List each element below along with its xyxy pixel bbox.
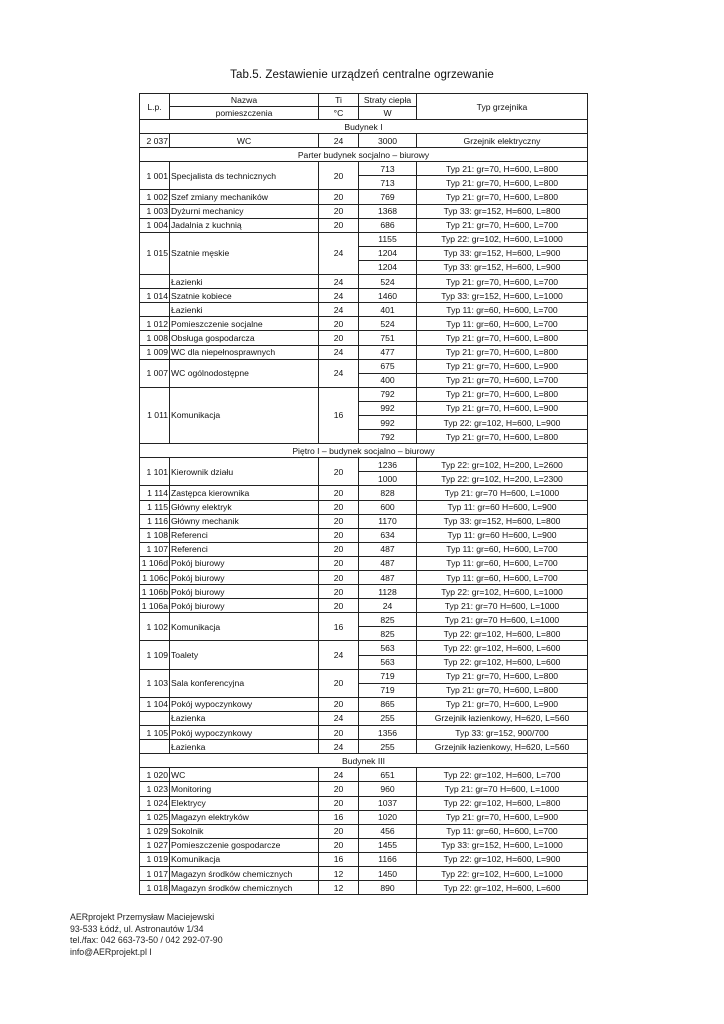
room-name: Szatnie kobiece bbox=[170, 289, 319, 303]
radiator-type: Typ 11: gr=60, H=600, L=700 bbox=[417, 317, 588, 331]
room-temperature: 20 bbox=[319, 514, 359, 528]
radiator-type: Typ 11: gr=60, H=600, L=700 bbox=[417, 556, 588, 570]
room-name: Magazyn środków chemicznych bbox=[170, 881, 319, 895]
header-loss-unit: W bbox=[359, 107, 417, 120]
room-number: 1 002 bbox=[140, 190, 170, 204]
room-name: Sala konferencyjna bbox=[170, 669, 319, 697]
room-temperature: 20 bbox=[319, 697, 359, 711]
room-name: Monitoring bbox=[170, 782, 319, 796]
radiator-type: Typ 21: gr=70 H=600, L=1000 bbox=[417, 599, 588, 613]
heat-loss: 487 bbox=[359, 556, 417, 570]
room-name: WC dla niepełnosprawnych bbox=[170, 345, 319, 359]
table-row bbox=[140, 289, 588, 303]
radiator-type: Typ 11: gr=60, H=600, L=700 bbox=[417, 824, 588, 838]
heat-loss: 769 bbox=[359, 190, 417, 204]
table-row bbox=[140, 275, 588, 289]
heat-loss: 792 bbox=[359, 387, 417, 401]
header-name: Nazwa bbox=[170, 94, 319, 107]
radiator-type: Typ 21: gr=70, H=600, L=800 bbox=[417, 331, 588, 345]
heat-loss: 1204 bbox=[359, 246, 417, 260]
room-number: 1 018 bbox=[140, 881, 170, 895]
radiator-type: Typ 33: gr=152, H=600, L=900 bbox=[417, 246, 588, 260]
heat-loss: 3000 bbox=[359, 134, 417, 148]
table-row bbox=[140, 726, 588, 740]
room-name: Komunikacja bbox=[170, 852, 319, 866]
room-name: Łazienki bbox=[170, 303, 319, 317]
table-row bbox=[140, 345, 588, 359]
room-number bbox=[140, 275, 170, 289]
radiator-type: Typ 22: gr=102, H=600, L=900 bbox=[417, 415, 588, 429]
room-temperature: 24 bbox=[319, 275, 359, 289]
room-number: 1 017 bbox=[140, 866, 170, 880]
radiator-type: Typ 21: gr=70, H=600, L=800 bbox=[417, 176, 588, 190]
heat-loss: 792 bbox=[359, 430, 417, 444]
room-name: Sokolnik bbox=[170, 824, 319, 838]
room-temperature: 20 bbox=[319, 486, 359, 500]
room-number: 1 105 bbox=[140, 726, 170, 740]
radiator-type: Typ 11: gr=60 H=600, L=900 bbox=[417, 528, 588, 542]
room-name: WC bbox=[170, 768, 319, 782]
heat-loss: 477 bbox=[359, 345, 417, 359]
room-temperature: 24 bbox=[319, 768, 359, 782]
heat-loss: 1368 bbox=[359, 204, 417, 218]
heat-loss: 400 bbox=[359, 373, 417, 387]
room-number: 1 027 bbox=[140, 838, 170, 852]
radiator-type: Typ 21: gr=70, H=600, L=800 bbox=[417, 430, 588, 444]
header-row-1 bbox=[140, 94, 588, 107]
section-title: Piętro I – budynek socjalno – biurowy bbox=[140, 444, 588, 458]
room-temperature: 16 bbox=[319, 810, 359, 824]
room-number bbox=[140, 711, 170, 725]
heat-loss: 401 bbox=[359, 303, 417, 317]
room-temperature: 24 bbox=[319, 303, 359, 317]
room-number: 1 008 bbox=[140, 331, 170, 345]
heat-loss: 1460 bbox=[359, 289, 417, 303]
table-row bbox=[140, 866, 588, 880]
company-footer bbox=[70, 912, 223, 958]
heat-loss: 600 bbox=[359, 500, 417, 514]
heat-loss: 992 bbox=[359, 401, 417, 415]
radiator-type: Typ 21: gr=70 H=600, L=1000 bbox=[417, 486, 588, 500]
footer-email: info@AERprojekt.pl I bbox=[70, 946, 152, 957]
room-number: 1 104 bbox=[140, 697, 170, 711]
heat-loss: 1204 bbox=[359, 260, 417, 274]
radiator-type: Typ 21: gr=70 H=600, L=1000 bbox=[417, 782, 588, 796]
radiator-type: Typ 21: gr=70, H=600, L=900 bbox=[417, 810, 588, 824]
room-name: Pokój biurowy bbox=[170, 556, 319, 570]
table-row bbox=[140, 697, 588, 711]
heat-loss: 890 bbox=[359, 881, 417, 895]
room-temperature: 20 bbox=[319, 500, 359, 514]
room-name: Główny mechanik bbox=[170, 514, 319, 528]
room-temperature: 24 bbox=[319, 134, 359, 148]
heat-loss: 651 bbox=[359, 768, 417, 782]
room-number: 1 009 bbox=[140, 345, 170, 359]
heat-loss: 713 bbox=[359, 176, 417, 190]
room-temperature: 12 bbox=[319, 866, 359, 880]
room-number: 1 014 bbox=[140, 289, 170, 303]
room-temperature: 20 bbox=[319, 190, 359, 204]
room-temperature: 20 bbox=[319, 824, 359, 838]
heat-loss: 751 bbox=[359, 331, 417, 345]
table-row bbox=[140, 796, 588, 810]
room-name: Komunikacja bbox=[170, 387, 319, 443]
radiator-type: Typ 21: gr=70, H=600, L=700 bbox=[417, 218, 588, 232]
room-name: Łazienka bbox=[170, 740, 319, 754]
room-temperature: 20 bbox=[319, 317, 359, 331]
heat-loss: 563 bbox=[359, 641, 417, 655]
room-temperature: 20 bbox=[319, 599, 359, 613]
radiator-type: Typ 22: gr=102, H=600, L=700 bbox=[417, 768, 588, 782]
table-row bbox=[140, 556, 588, 570]
room-name: Główny elektryk bbox=[170, 500, 319, 514]
room-temperature: 24 bbox=[319, 345, 359, 359]
header-ti-unit: °C bbox=[319, 107, 359, 120]
radiator-type: Typ 21: gr=70, H=600, L=800 bbox=[417, 387, 588, 401]
footer-address: 93-533 Łódź, ul. Astronautów 1/34 bbox=[70, 923, 204, 934]
room-name: Komunikacja bbox=[170, 613, 319, 641]
room-number: 1 023 bbox=[140, 782, 170, 796]
heat-loss: 1128 bbox=[359, 585, 417, 599]
table-row bbox=[140, 810, 588, 824]
room-number: 1 116 bbox=[140, 514, 170, 528]
room-name: Magazyn elektryków bbox=[170, 810, 319, 824]
section-title: Parter budynek socjalno – biurowy bbox=[140, 148, 588, 162]
heat-loss: 255 bbox=[359, 740, 417, 754]
table-row bbox=[140, 331, 588, 345]
room-temperature: 16 bbox=[319, 613, 359, 641]
room-number: 1 024 bbox=[140, 796, 170, 810]
radiator-type: Typ 11: gr=60, H=600, L=700 bbox=[417, 303, 588, 317]
radiator-type: Typ 11: gr=60, H=600, L=700 bbox=[417, 571, 588, 585]
room-name: Referenci bbox=[170, 542, 319, 556]
header-loss: Straty ciepła bbox=[359, 94, 417, 107]
heat-loss: 1356 bbox=[359, 726, 417, 740]
section-row bbox=[140, 444, 588, 458]
table-row bbox=[140, 599, 588, 613]
room-temperature: 24 bbox=[319, 740, 359, 754]
radiator-type: Typ 21: gr=70, H=600, L=800 bbox=[417, 669, 588, 683]
radiator-type: Typ 21: gr=70, H=600, L=700 bbox=[417, 373, 588, 387]
radiator-type: Typ 22: gr=102, H=600, L=1000 bbox=[417, 866, 588, 880]
table-row bbox=[140, 669, 588, 683]
table-row bbox=[140, 303, 588, 317]
radiator-type: Grzejnik elektryczny bbox=[417, 134, 588, 148]
heat-loss: 456 bbox=[359, 824, 417, 838]
radiator-type: Typ 33: gr=152, H=600, L=800 bbox=[417, 514, 588, 528]
header-name-2: pomieszczenia bbox=[170, 107, 319, 120]
room-temperature: 16 bbox=[319, 852, 359, 866]
section-row bbox=[140, 120, 588, 134]
heat-loss: 992 bbox=[359, 415, 417, 429]
heat-loss: 1450 bbox=[359, 866, 417, 880]
room-temperature: 20 bbox=[319, 571, 359, 585]
room-temperature: 24 bbox=[319, 641, 359, 669]
table-row bbox=[140, 768, 588, 782]
heat-loss: 524 bbox=[359, 317, 417, 331]
table-title: Tab.5. Zestawienie urządzeń centralne ogrzewanie bbox=[230, 69, 494, 81]
room-temperature: 20 bbox=[319, 669, 359, 697]
section-row bbox=[140, 754, 588, 768]
table-row bbox=[140, 458, 588, 472]
room-temperature: 20 bbox=[319, 556, 359, 570]
table-row bbox=[140, 486, 588, 500]
header-type: Typ grzejnika bbox=[417, 94, 588, 120]
room-temperature: 20 bbox=[319, 204, 359, 218]
heat-loss: 1455 bbox=[359, 838, 417, 852]
room-number: 1 115 bbox=[140, 500, 170, 514]
heat-loss: 825 bbox=[359, 627, 417, 641]
radiator-type: Typ 21: gr=70, H=600, L=800 bbox=[417, 162, 588, 176]
heat-loss: 686 bbox=[359, 218, 417, 232]
room-number: 1 114 bbox=[140, 486, 170, 500]
room-name: Łazienka bbox=[170, 711, 319, 725]
heat-loss: 865 bbox=[359, 697, 417, 711]
radiator-type: Typ 33: gr=152, H=600, L=1000 bbox=[417, 289, 588, 303]
table-row bbox=[140, 852, 588, 866]
room-number: 2 037 bbox=[140, 134, 170, 148]
heat-loss: 719 bbox=[359, 669, 417, 683]
heat-loss: 825 bbox=[359, 613, 417, 627]
room-temperature: 20 bbox=[319, 331, 359, 345]
radiator-type: Typ 21: gr=70, H=600, L=800 bbox=[417, 345, 588, 359]
radiator-type: Typ 21: gr=70, H=600, L=800 bbox=[417, 683, 588, 697]
room-number: 1 019 bbox=[140, 852, 170, 866]
radiator-type: Typ 22: gr=102, H=600, L=1000 bbox=[417, 585, 588, 599]
room-number: 1 103 bbox=[140, 669, 170, 697]
room-name: Obsługa gospodarcza bbox=[170, 331, 319, 345]
room-name: WC bbox=[170, 134, 319, 148]
room-temperature: 20 bbox=[319, 162, 359, 190]
section-title: Budynek I bbox=[140, 120, 588, 134]
table-row bbox=[140, 782, 588, 796]
room-name: Elektrycy bbox=[170, 796, 319, 810]
table-row bbox=[140, 641, 588, 655]
heat-loss: 1020 bbox=[359, 810, 417, 824]
room-number: 1 108 bbox=[140, 528, 170, 542]
heat-loss: 1000 bbox=[359, 472, 417, 486]
room-temperature: 12 bbox=[319, 881, 359, 895]
heat-loss: 24 bbox=[359, 599, 417, 613]
room-name: Specjalista ds technicznych bbox=[170, 162, 319, 190]
room-number: 1 007 bbox=[140, 359, 170, 387]
room-temperature: 20 bbox=[319, 458, 359, 486]
room-number: 1 101 bbox=[140, 458, 170, 486]
radiator-type: Typ 33: gr=152, H=600, L=900 bbox=[417, 260, 588, 274]
radiator-type: Typ 11: gr=60, H=600, L=700 bbox=[417, 542, 588, 556]
room-number: 1 004 bbox=[140, 218, 170, 232]
room-number: 1 109 bbox=[140, 641, 170, 669]
room-number: 1 025 bbox=[140, 810, 170, 824]
room-number: 1 011 bbox=[140, 387, 170, 443]
room-name: Pokój biurowy bbox=[170, 585, 319, 599]
table-row bbox=[140, 218, 588, 232]
heat-loss: 1155 bbox=[359, 232, 417, 246]
table-row bbox=[140, 232, 588, 246]
radiator-type: Grzejnik łazienkowy, H=620, L=560 bbox=[417, 711, 588, 725]
table-row bbox=[140, 585, 588, 599]
radiator-type: Typ 33: gr=152, H=600, L=1000 bbox=[417, 838, 588, 852]
room-temperature: 20 bbox=[319, 585, 359, 599]
room-number: 1 107 bbox=[140, 542, 170, 556]
heat-loss: 524 bbox=[359, 275, 417, 289]
radiator-type: Typ 22: gr=102, H=600, L=800 bbox=[417, 627, 588, 641]
radiator-type: Typ 22: gr=102, H=600, L=800 bbox=[417, 796, 588, 810]
heat-loss: 675 bbox=[359, 359, 417, 373]
room-name: Magazyn środków chemicznych bbox=[170, 866, 319, 880]
table-row bbox=[140, 162, 588, 176]
table-row bbox=[140, 387, 588, 401]
heat-loss: 1170 bbox=[359, 514, 417, 528]
room-name: Kierownik działu bbox=[170, 458, 319, 486]
room-name: Dyżurni mechanicy bbox=[170, 204, 319, 218]
room-temperature: 20 bbox=[319, 542, 359, 556]
heat-loss: 487 bbox=[359, 542, 417, 556]
room-name: Toalety bbox=[170, 641, 319, 669]
room-number: 1 106d bbox=[140, 556, 170, 570]
room-number: 1 106c bbox=[140, 571, 170, 585]
heating-devices-table bbox=[139, 93, 588, 895]
room-name: Szatnie męskie bbox=[170, 232, 319, 274]
room-name: Pomieszczenie gospodarcze bbox=[170, 838, 319, 852]
radiator-type: Typ 22: gr=102, H=600, L=600 bbox=[417, 641, 588, 655]
room-number: 1 106a bbox=[140, 599, 170, 613]
room-temperature: 16 bbox=[319, 387, 359, 443]
room-name: Pokój biurowy bbox=[170, 571, 319, 585]
table-row bbox=[140, 571, 588, 585]
heat-loss: 828 bbox=[359, 486, 417, 500]
room-number: 1 020 bbox=[140, 768, 170, 782]
room-number bbox=[140, 740, 170, 754]
room-name: Referenci bbox=[170, 528, 319, 542]
radiator-type: Typ 22: gr=102, H=600, L=900 bbox=[417, 852, 588, 866]
room-temperature: 24 bbox=[319, 711, 359, 725]
room-number: 1 012 bbox=[140, 317, 170, 331]
radiator-type: Typ 21: gr=70, H=600, L=700 bbox=[417, 275, 588, 289]
room-temperature: 20 bbox=[319, 218, 359, 232]
radiator-type: Typ 21: gr=70, H=600, L=900 bbox=[417, 359, 588, 373]
heat-loss: 487 bbox=[359, 571, 417, 585]
heat-loss: 1236 bbox=[359, 458, 417, 472]
room-temperature: 24 bbox=[319, 232, 359, 274]
heat-loss: 713 bbox=[359, 162, 417, 176]
table-row bbox=[140, 514, 588, 528]
room-name: Pomieszczenie socjalne bbox=[170, 317, 319, 331]
heat-loss: 1037 bbox=[359, 796, 417, 810]
room-name: WC ogólnodostępne bbox=[170, 359, 319, 387]
room-number: 1 001 bbox=[140, 162, 170, 190]
room-temperature: 20 bbox=[319, 528, 359, 542]
footer-phone: tel./fax: 042 663-73-50 / 042 292-07-90 bbox=[70, 935, 223, 945]
room-temperature: 20 bbox=[319, 838, 359, 852]
header-lp: L.p. bbox=[140, 94, 170, 120]
header-ti: Ti bbox=[319, 94, 359, 107]
room-number bbox=[140, 303, 170, 317]
table-row bbox=[140, 500, 588, 514]
radiator-type: Typ 22: gr=102, H=600, L=600 bbox=[417, 881, 588, 895]
room-number: 1 003 bbox=[140, 204, 170, 218]
room-temperature: 20 bbox=[319, 782, 359, 796]
radiator-type: Grzejnik łazienkowy, H=620, L=560 bbox=[417, 740, 588, 754]
radiator-type: Typ 11: gr=60 H=600, L=900 bbox=[417, 500, 588, 514]
radiator-type: Typ 22: gr=102, H=600, L=1000 bbox=[417, 232, 588, 246]
heat-loss: 1166 bbox=[359, 852, 417, 866]
room-name: Jadalnia z kuchnią bbox=[170, 218, 319, 232]
table-row bbox=[140, 838, 588, 852]
room-temperature: 24 bbox=[319, 289, 359, 303]
table-row bbox=[140, 317, 588, 331]
table-row bbox=[140, 134, 588, 148]
room-name: Pokój wypoczynkowy bbox=[170, 697, 319, 711]
radiator-type: Typ 21: gr=70 H=600, L=1000 bbox=[417, 613, 588, 627]
footer-company: AERprojekt Przemysław Maciejewski bbox=[70, 912, 215, 922]
heat-loss: 719 bbox=[359, 683, 417, 697]
radiator-type: Typ 22: gr=102, H=600, L=600 bbox=[417, 655, 588, 669]
table-row bbox=[140, 824, 588, 838]
room-name: Zastępca kierownika bbox=[170, 486, 319, 500]
room-name: Szef zmiany mechaników bbox=[170, 190, 319, 204]
table-row bbox=[140, 740, 588, 754]
room-number: 1 106b bbox=[140, 585, 170, 599]
table-row bbox=[140, 190, 588, 204]
room-number: 1 102 bbox=[140, 613, 170, 641]
table-row bbox=[140, 204, 588, 218]
room-number: 1 015 bbox=[140, 232, 170, 274]
room-name: Pokój biurowy bbox=[170, 599, 319, 613]
table-row bbox=[140, 711, 588, 725]
room-temperature: 20 bbox=[319, 796, 359, 810]
radiator-type: Typ 33: gr=152, 900/700 bbox=[417, 726, 588, 740]
heat-loss: 960 bbox=[359, 782, 417, 796]
radiator-type: Typ 21: gr=70, H=600, L=900 bbox=[417, 697, 588, 711]
radiator-type: Typ 22: gr=102, H=200, L=2300 bbox=[417, 472, 588, 486]
heat-loss: 563 bbox=[359, 655, 417, 669]
room-temperature: 24 bbox=[319, 359, 359, 387]
radiator-type: Typ 21: gr=70, H=600, L=800 bbox=[417, 190, 588, 204]
heat-loss: 255 bbox=[359, 711, 417, 725]
table-row bbox=[140, 528, 588, 542]
radiator-type: Typ 33: gr=152, H=600, L=800 bbox=[417, 204, 588, 218]
table-row bbox=[140, 359, 588, 373]
radiator-type: Typ 22: gr=102, H=200, L=2600 bbox=[417, 458, 588, 472]
table-row bbox=[140, 542, 588, 556]
radiator-type: Typ 21: gr=70, H=600, L=900 bbox=[417, 401, 588, 415]
table-row bbox=[140, 881, 588, 895]
heat-loss: 634 bbox=[359, 528, 417, 542]
room-name: Łazienki bbox=[170, 275, 319, 289]
room-temperature: 20 bbox=[319, 726, 359, 740]
room-number: 1 029 bbox=[140, 824, 170, 838]
table-row bbox=[140, 613, 588, 627]
section-title: Budynek III bbox=[140, 754, 588, 768]
room-name: Pokój wypoczynkowy bbox=[170, 726, 319, 740]
section-row bbox=[140, 148, 588, 162]
